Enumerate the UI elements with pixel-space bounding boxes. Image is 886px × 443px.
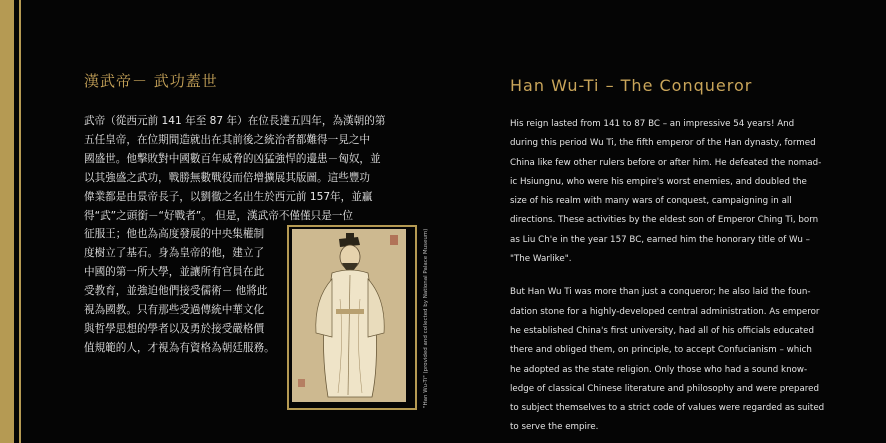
english-line: during this period Wu Ti, the fifth emperor of the Han dynasty, formed (510, 138, 816, 149)
english-line: ledge of classical Chinese literature and philosophy and were prepared (510, 383, 820, 394)
chinese-line: 度樹立了基石。身為皇帝的他，建立了 (84, 247, 265, 260)
chinese-line: 五任皇帝，在位期間造就出在其前後之統治者都難得一見之中 (84, 133, 371, 146)
english-line: China like few other rulers before or after him. He defeated the nomad- (510, 157, 822, 168)
english-line: dation stone for a highly-developed central administration. As emperor (510, 306, 820, 317)
chinese-line: 中國的第一所大學，並讓所有官員在此 (84, 266, 265, 279)
chinese-line: 受教育，並強迫他們接受儒術－ 他將此 (84, 285, 268, 298)
chinese-line: 與哲學思想的學者以及勇於接受嚴格價 (84, 322, 265, 335)
chinese-line: 征服王；他也為高度發展的中央集權制 (84, 228, 265, 241)
chinese-line: 值規範的人，才視為有資格為朝廷服務。 (84, 341, 275, 354)
chinese-line: 國盛世。他擊敗對中國數百年威脅的凶猛強悍的邊患－匈奴，並 (84, 152, 381, 165)
left-gold-bar (0, 0, 14, 443)
english-body (510, 115, 830, 438)
english-line: he adopted as the state religion. Only those who had a sound know- (510, 364, 808, 375)
english-line: there and obliged them, on principle, to accept Confucianism – which (510, 345, 812, 356)
english-line: His reign lasted from 141 to 87 BC – an impressive 54 years! And (510, 119, 795, 129)
chinese-line: 武帝（從西元前 141 年至 87 年）在位長達五四年，為漢朝的第 (84, 115, 386, 127)
chinese-line: 視為國教。只有那些受過傳統中華文化 (84, 304, 265, 317)
chinese-line: 偉業都是由景帝長子，以劉徹之名出生於西元前 157年，並贏 (84, 190, 373, 203)
english-line: to subject themselves to a strict code of values were regarded as suited (510, 403, 825, 414)
emperor-portrait-image (292, 229, 406, 402)
english-line: directions. These activities by the eldest son of Emperor Ching Ti, born (510, 215, 819, 226)
chinese-line: 以其強盛之武功，戰勝無數戰役而倍增擴展其版圖。這些豐功 (84, 171, 371, 184)
english-line: he established China's first university, had all of his officials educated (510, 325, 814, 336)
portrait-caption (423, 228, 433, 408)
english-title: Han Wu-Ti – The Conqueror (510, 76, 753, 95)
chinese-line: 得“武”之頭銜－“好戰者”。 但是，漢武帝不僅僅只是一位 (84, 209, 353, 222)
portrait-caption-text: "Han Wu-Ti" (provided and collected by National Palace Museum) (423, 228, 429, 408)
left-gold-line (19, 0, 21, 443)
english-line: to serve the empire. (510, 422, 599, 433)
english-line: ic Hsiungnu, who were his empire's worst enemies, and doubled the (510, 176, 807, 187)
english-line: size of his realm with many wars of conquest, campaigning in all (510, 196, 792, 207)
english-line: as Liu Ch'e in the year 157 BC, earned him the honorary title of Wu – (510, 234, 810, 245)
paragraph-gap (510, 269, 830, 283)
english-line: But Han Wu Ti was more than just a conqueror; he also laid the foun- (510, 287, 811, 298)
english-line: "The Warlike". (510, 254, 572, 265)
chinese-title: 漢武帝－ 武功蓋世 (84, 72, 218, 90)
